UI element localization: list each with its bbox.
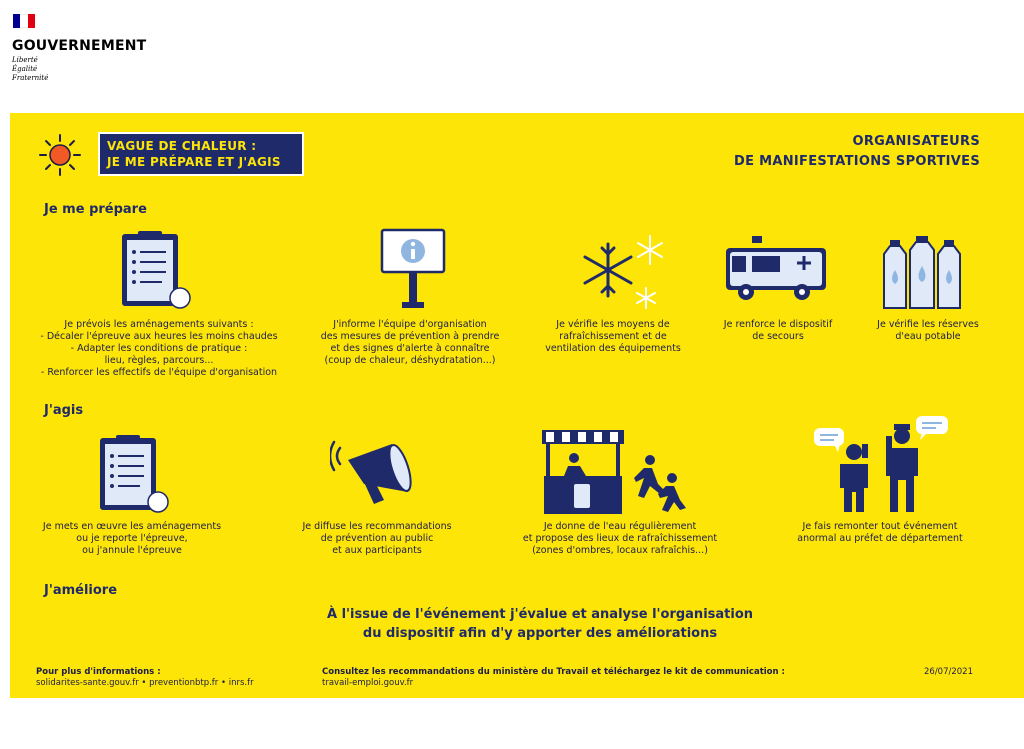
audience-line-2: DE MANIFESTATIONS SPORTIVES [734, 154, 980, 169]
caption-line: ou j'annule l'épreuve [82, 545, 182, 556]
caption-line: Je vérifie les moyens de [556, 319, 670, 330]
ambulance-icon [724, 236, 830, 306]
caption-line: anormal au préfet de département [797, 533, 963, 544]
french-flag-icon [13, 14, 35, 28]
audience-title [734, 132, 980, 172]
audience-line-1: ORGANISATEURS [852, 134, 980, 149]
caption-line: (zones d'ombres, locaux rafraîchis...) [532, 545, 708, 556]
act-caption-4 [770, 521, 990, 545]
caption-line: Je fais remonter tout événement [802, 521, 958, 532]
caption-line: et aux participants [332, 545, 422, 556]
publication-date: 26/07/2021 [924, 667, 973, 677]
motto-liberte: Liberté [12, 56, 38, 64]
caption-line: Je vérifie les réserves [877, 319, 979, 330]
banner-line-2: JE ME PRÉPARE ET J'AGIS [107, 155, 281, 169]
motto-egalite: Égalité [12, 65, 38, 73]
caption-line: Je prévois les aménagements suivants : [64, 319, 254, 330]
prepare-caption-2 [300, 319, 520, 367]
snowflake-icon [578, 232, 670, 310]
improve-statement [260, 605, 820, 643]
motto-fraternite: Fraternité [12, 74, 49, 82]
caption-line: rafraîchissement et de [559, 331, 667, 342]
caption-line: - Renforcer les effectifs de l'équipe d'organisation [40, 367, 278, 378]
improve-line-1: À l'issue de l'événement j'évalue et analyse l'organisation [326, 607, 754, 622]
caption-line: (coup de chaleur, déshydratation...) [324, 355, 496, 366]
more-info-links[interactable]: solidarites-sante.gouv.fr • preventionbtp.fr • inrs.fr [36, 678, 254, 688]
water-bottles-icon [878, 236, 970, 310]
caption-line: et des signes d'alerte à connaître [330, 343, 490, 354]
caption-line: lieu, règles, parcours... [104, 355, 214, 366]
caption-line: - Décaler l'épreuve aux heures les moins chaudes [40, 331, 278, 342]
improve-line-2: du dispositif afin d'y apporter des améliorations [362, 626, 718, 641]
caption-line: Je donne de l'eau régulièrement [543, 521, 697, 532]
government-title: GOUVERNEMENT [12, 38, 147, 54]
info-sign-icon [380, 228, 446, 312]
caption-line: ou je reporte l'épreuve, [76, 533, 188, 544]
act-caption-1 [22, 521, 242, 557]
prepare-caption-5 [858, 319, 998, 343]
act-caption-3 [500, 521, 740, 557]
caption-line: J'informe l'équipe d'organisation [333, 319, 487, 330]
caption-line: des mesures de prévention à prendre [320, 331, 500, 342]
banner-line-1: VAGUE DE CHALEUR : [107, 139, 257, 153]
section-act: J'agis [44, 403, 84, 418]
caption-line: Je mets en œuvre les aménagements [42, 521, 222, 532]
act-caption-2 [272, 521, 482, 557]
section-prepare: Je me prépare [44, 202, 147, 217]
water-stand-icon [540, 428, 692, 516]
megaphone-icon [330, 438, 422, 510]
caption-line: Je diffuse les recommandations [302, 521, 452, 532]
sun-icon [38, 133, 82, 177]
prepare-caption-1 [30, 319, 288, 379]
caption-line: d'eau potable [895, 331, 961, 342]
consult-info [322, 667, 785, 689]
caption-line: et propose des lieux de rafraîchissement [522, 533, 718, 544]
consult-label: Consultez les recommandations du ministère du Travail et téléchargez le kit de communication : [322, 667, 785, 677]
report-prefect-icon [812, 414, 952, 514]
section-improve: J'améliore [44, 583, 118, 598]
more-info-label: Pour plus d'informations : [36, 667, 161, 677]
caption-line: ventilation des équipements [545, 343, 681, 354]
consult-link[interactable]: travail-emploi.gouv.fr [322, 678, 414, 688]
prepare-caption-3 [538, 319, 688, 355]
caption-line: - Adapter les conditions de pratique : [70, 343, 248, 354]
campaign-banner [98, 132, 304, 176]
government-logo [12, 14, 146, 83]
prepare-caption-4 [708, 319, 848, 343]
clipboard-checklist-icon [116, 230, 194, 312]
caption-line: Je renforce le dispositif [723, 319, 833, 330]
clipboard-checklist-icon [94, 434, 172, 516]
caption-line: de secours [752, 331, 804, 342]
motto [12, 56, 146, 83]
more-info [36, 667, 254, 689]
caption-line: de prévention au public [320, 533, 434, 544]
